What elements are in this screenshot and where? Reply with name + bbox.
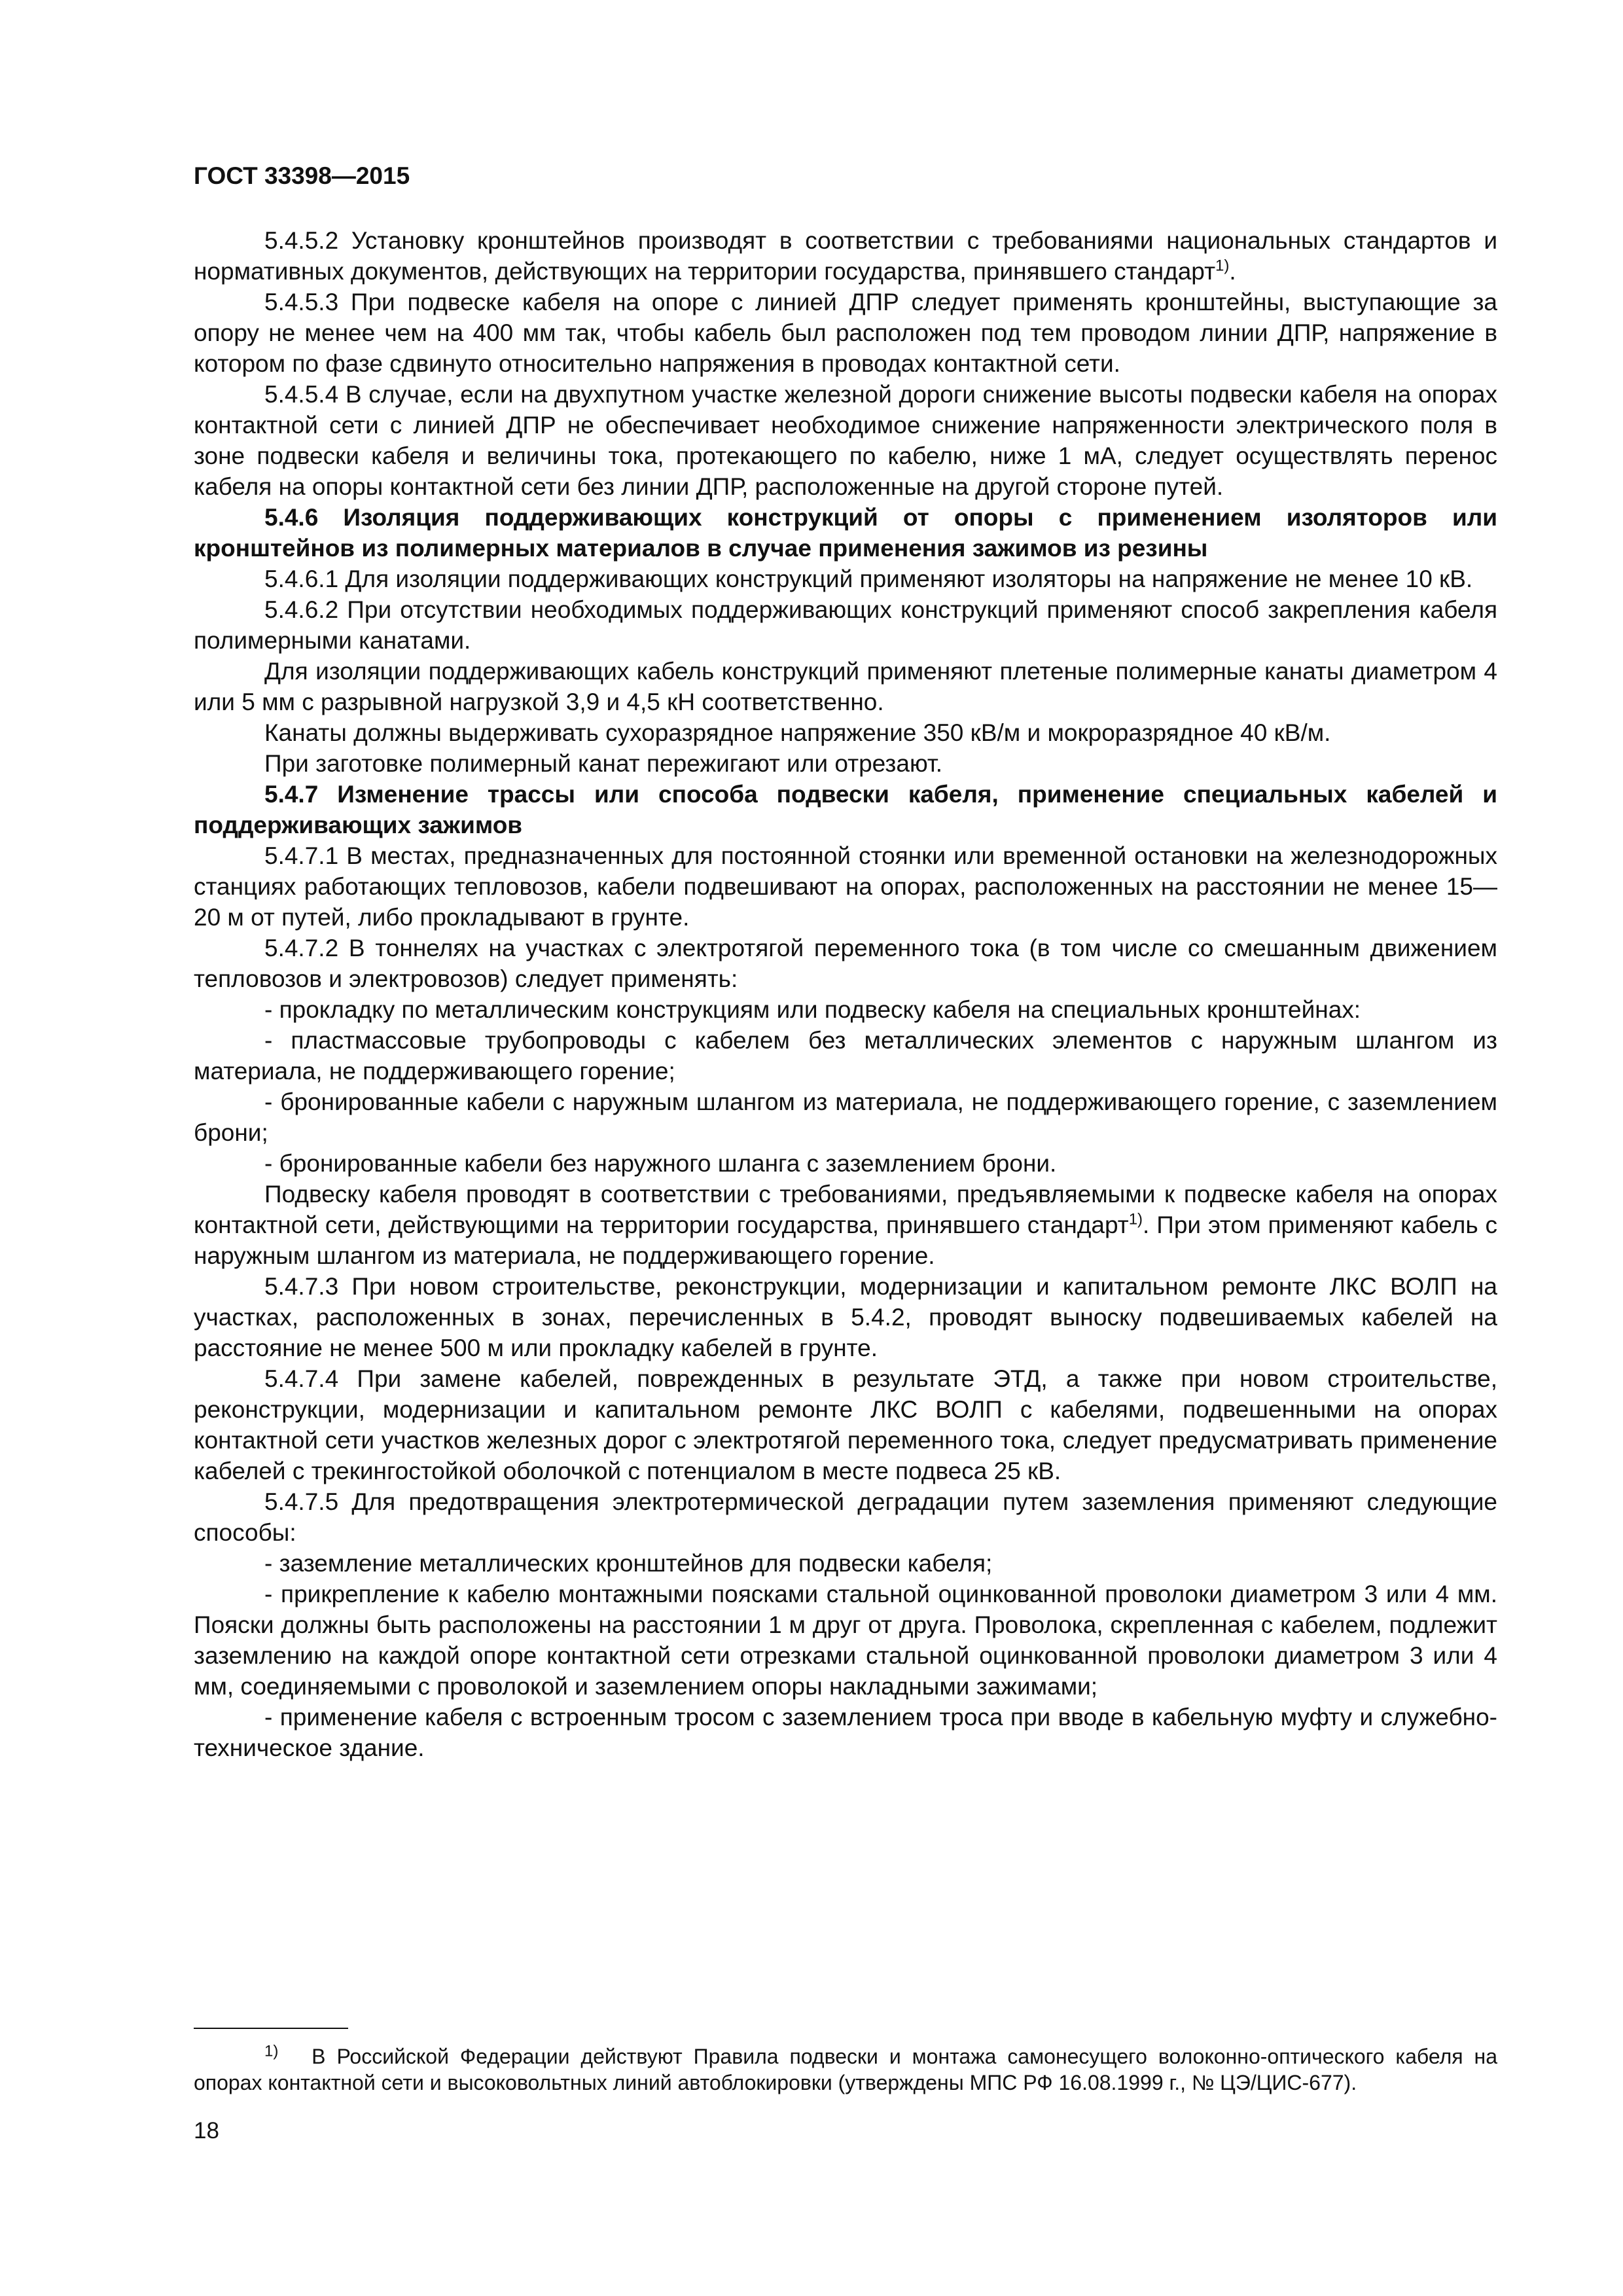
- footnote: [194, 2043, 1497, 2096]
- footnote-reference: 1): [1128, 1210, 1143, 1229]
- paragraph-5-4-7-2: 5.4.7.2 В тоннелях на участках с электротягой переменного тока (в том числе со смешанным движением тепловозов и электровозов) следует применять:: [194, 935, 1497, 992]
- footnote-text: В Российской Федерации действуют Правила подвески и монтажа самонесущего волоконно-оптического кабеля на опорах контактной сети и высоковольтных линий автоблокировки (утверждены МПС РФ 16.08.1999 г., № ЦЭ/ЦИС-677).: [194, 2045, 1498, 2094]
- paragraph-tail: . При этом применяют кабель с наружным шлангом из материала, не поддерживающего горение.: [194, 1211, 1497, 1269]
- paragraph-5-4-5-4: 5.4.5.4 В случае, если на двухпутном участке железной дороги снижение высоты подвески кабеля на опорах контактной сети с линией ДПР не обеспечивает необходимое снижение напряженности электрического поля в зоне подвески кабеля и величины тока, протекающего по кабелю, ниже 1 мА, следует осуществлять перенос кабеля на опоры контактной сети без линии ДПР, расположенные на другой стороне путей.: [194, 381, 1497, 500]
- footnote-reference: 1): [1215, 257, 1230, 275]
- paragraph-rope-prep: При заготовке полимерный канат пережигают или отрезают.: [264, 750, 943, 777]
- paragraph-5-4-5-3: 5.4.5.3 При подвеске кабеля на опоре с линией ДПР следует применять кронштейны, выступающие за опору не менее чем на 400 мм так, чтобы кабель был расположен под тем проводом линии ДПР, напряжение в котором по фазе сдвинуто относительно напряжения в проводах контактной сети.: [194, 289, 1497, 377]
- paragraph-tail: .: [1229, 258, 1236, 285]
- paragraph-suspension: [194, 1179, 1497, 1271]
- list-item: - пластмассовые трубопроводы с кабелем без металлических элементов с наружным шлангом из материала, не поддерживающего горение;: [194, 1027, 1497, 1085]
- paragraph-5-4-5-2: [194, 225, 1497, 287]
- list-item: - бронированные кабели с наружным шлангом из материала, не поддерживающего горение, с заземлением брони;: [194, 1088, 1497, 1146]
- paragraph-5-4-7-4: 5.4.7.4 При замене кабелей, поврежденных в результате ЭТД, а также при новом строительстве, реконструкции, модернизации и капитальном ремонте ЛКС ВОЛП с кабелями, подвешенными на опорах контактной сети участков железных дорог с электротягой переменного тока, следует предусматривать применение кабелей с трекингостойкой оболочкой с потенциалом в месте подвеса 25 кВ.: [194, 1365, 1497, 1484]
- list-item: - бронированные кабели без наружного шланга с заземлением брони.: [264, 1150, 1057, 1177]
- paragraph-5-4-7-1: 5.4.7.1 В местах, предназначенных для постоянной стоянки или временной остановки на железнодорожных станциях работающих тепловозов, кабели подвешивают на опорах, расположенных на расстоянии не менее 15—20 м от путей, либо прокладывают в грунте.: [194, 842, 1497, 931]
- list-item: - прокладку по металлическим конструкциям или подвеску кабеля на специальных кронштейнах:: [264, 996, 1361, 1023]
- page-number: 18: [194, 2118, 219, 2144]
- footnote-divider: [194, 2028, 348, 2029]
- paragraph-5-4-7-5: 5.4.7.5 Для предотвращения электротермической деградации путем заземления применяют следующие способы:: [194, 1488, 1497, 1546]
- paragraph-5-4-6-2: 5.4.6.2 При отсутствии необходимых поддерживающих конструкций применяют способ закрепления кабеля полимерными канатами.: [194, 596, 1497, 654]
- section-heading-5-4-6: 5.4.6 Изоляция поддерживающих конструкций от опоры с применением изоляторов или кронштейнов из полимерных материалов в случае применения зажимов из резины: [194, 504, 1497, 562]
- list-item: - прикрепление к кабелю монтажными поясками стальной оцинкованной проволоки диаметром 3 или 4 мм. Пояски должны быть расположены на расстоянии 1 м друг от друга. Проволока, скрепленная с кабелем, подлежит заземлению на каждой опоре контактной сети отрезками стальной оцинкованной проволоки диаметром 3 или 4 мм, соединяемыми с проволокой и заземлением опоры накладными зажимами;: [194, 1581, 1497, 1700]
- document-header: ГОСТ 33398—2015: [194, 162, 410, 189]
- list-item: - применение кабеля с встроенным тросом с заземлением троса при вводе в кабельную муфту и служебно-техническое здание.: [194, 1704, 1497, 1761]
- paragraph-text: 5.4.5.2 Установку кронштейнов производят в соответствии с требованиями национальных стандартов и нормативных документов, действующих на территории государства, принявшего стандарт: [194, 227, 1497, 285]
- footnote-marker: 1): [264, 2042, 279, 2060]
- paragraph-rope-voltage: Канаты должны выдерживать сухоразрядное напряжение 350 кВ/м и мокроразрядное 40 кВ/м.: [264, 719, 1331, 746]
- paragraph-rope-diameter: Для изоляции поддерживающих кабель конструкций применяют плетеные полимерные канаты диаметром 4 или 5 мм с разрывной нагрузкой 3,9 и 4,5 кН соответственно.: [194, 658, 1497, 715]
- section-heading-5-4-7: 5.4.7 Изменение трассы или способа подвески кабеля, применение специальных кабелей и поддерживающих зажимов: [194, 781, 1497, 838]
- paragraph-5-4-6-1: 5.4.6.1 Для изоляции поддерживающих конструкций применяют изоляторы на напряжение не менее 10 кВ.: [264, 565, 1473, 592]
- list-item: - заземление металлических кронштейнов для подвески кабеля;: [264, 1550, 993, 1577]
- paragraph-5-4-7-3: 5.4.7.3 При новом строительстве, реконструкции, модернизации и капитальном ремонте ЛКС ВОЛП на участках, расположенных в зонах, перечисленных в 5.4.2, проводят выноску подвешиваемых кабелей на расстояние не менее 500 м или прокладку кабелей в грунте.: [194, 1273, 1497, 1361]
- paragraph-text: Подвеску кабеля проводят в соответствии с требованиями, предъявляемыми к подвеске кабеля на опорах контактной сети, действующими на территории государства, принявшего стандарт: [194, 1181, 1497, 1238]
- document-body: [194, 225, 1497, 1763]
